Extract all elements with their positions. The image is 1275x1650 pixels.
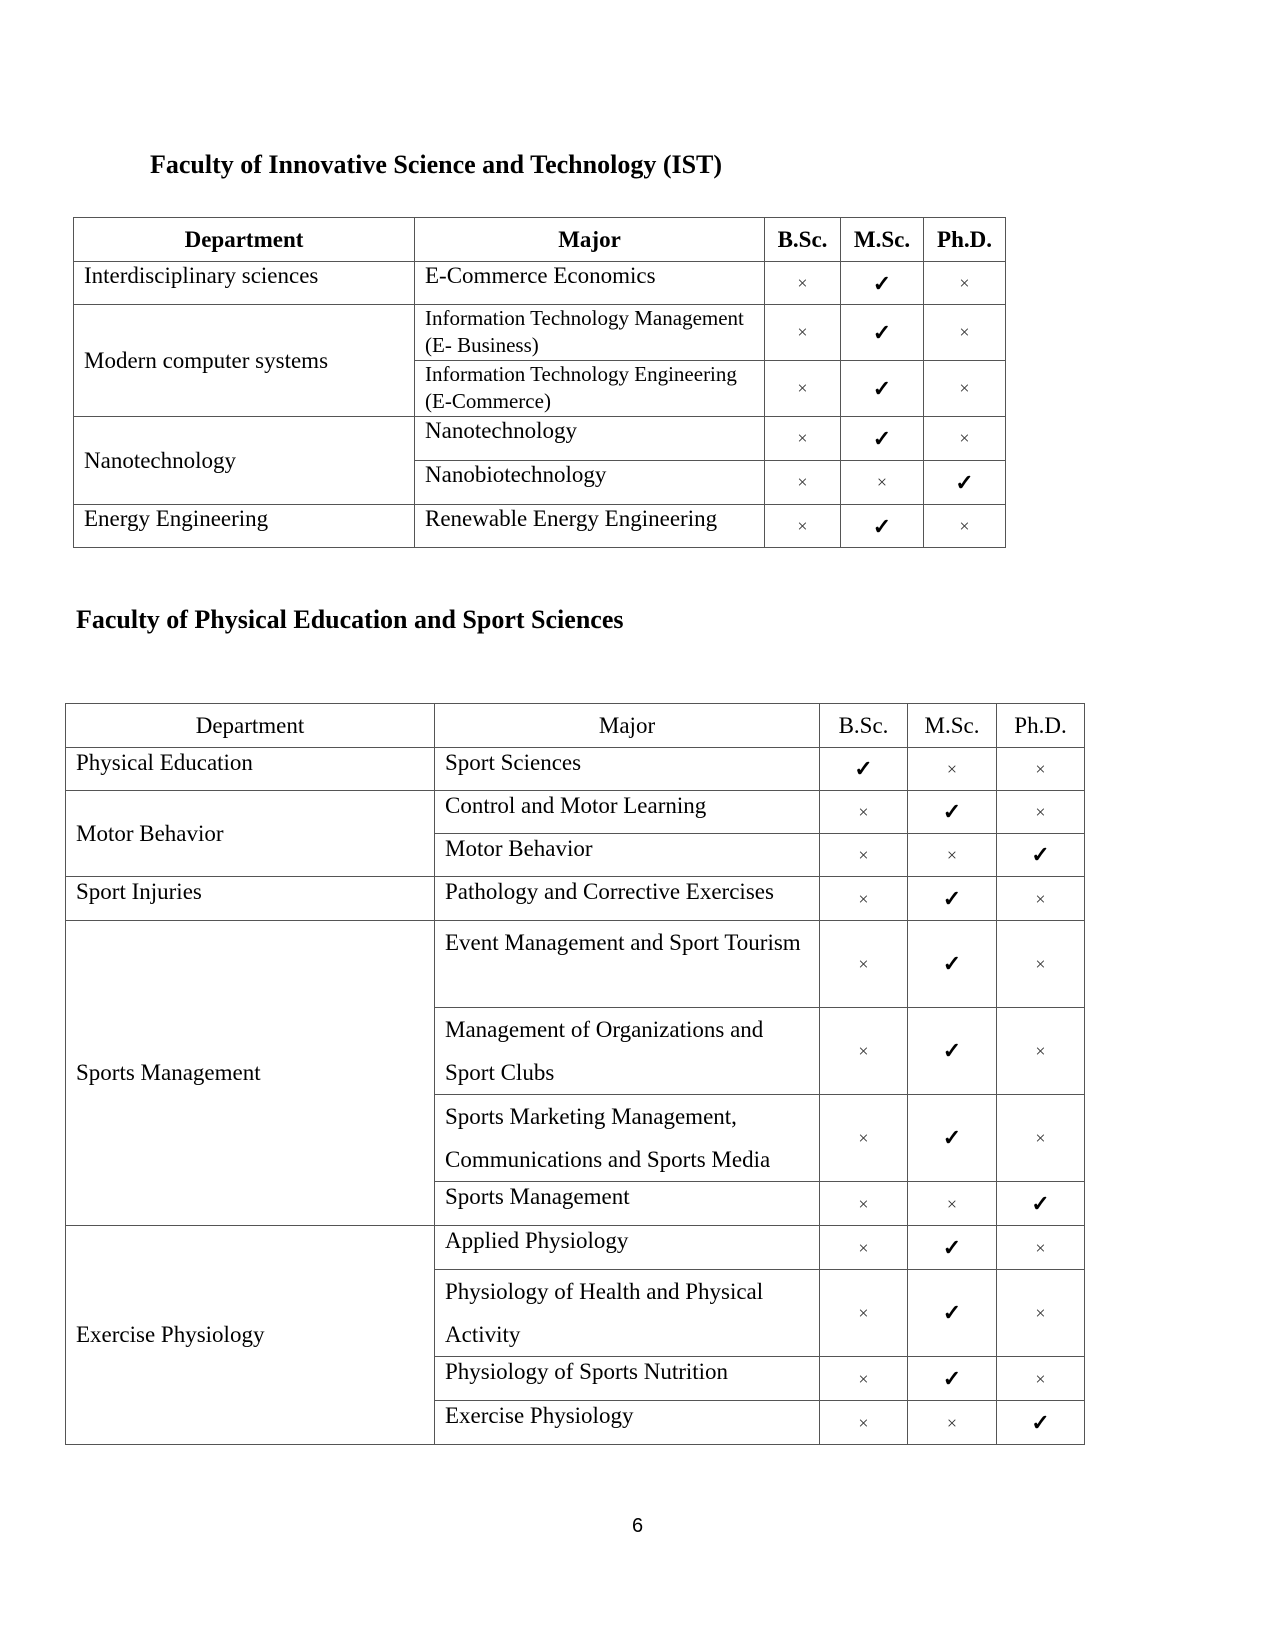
table-row	[66, 791, 1085, 834]
header-bsc: B.Sc.	[765, 218, 841, 262]
major-cell: Exercise Physiology	[435, 1401, 820, 1445]
table-row	[66, 921, 1085, 1008]
major-cell: E-Commerce Economics	[415, 262, 765, 305]
major-cell: Control and Motor Learning	[435, 791, 820, 834]
major-cell: Event Management and Sport Tourism	[435, 921, 820, 1008]
department-cell: Physical Education	[66, 748, 435, 791]
cross-icon: ×	[997, 791, 1085, 834]
cross-icon: ×	[997, 877, 1085, 921]
department-cell: Interdisciplinary sciences	[74, 262, 415, 305]
header-msc: M.Sc.	[908, 704, 997, 748]
check-icon: ✓	[908, 1357, 997, 1401]
check-icon: ✓	[997, 1182, 1085, 1226]
header-department: Department	[66, 704, 435, 748]
check-icon: ✓	[841, 361, 924, 417]
major-cell: Information Technology Management (E- Business)	[415, 305, 765, 361]
major-cell: Physiology of Sports Nutrition	[435, 1357, 820, 1401]
cross-icon: ×	[997, 1095, 1085, 1182]
cross-icon: ×	[765, 305, 841, 361]
check-icon: ✓	[820, 748, 908, 791]
department-cell: Energy Engineering	[74, 505, 415, 548]
department-cell: Exercise Physiology	[66, 1226, 435, 1445]
cross-icon: ×	[997, 748, 1085, 791]
major-cell: Renewable Energy Engineering	[415, 505, 765, 548]
department-cell: Modern computer systems	[74, 305, 415, 417]
cross-icon: ×	[765, 417, 841, 461]
header-msc: M.Sc.	[841, 218, 924, 262]
header-bsc: B.Sc.	[820, 704, 908, 748]
major-cell: Applied Physiology	[435, 1226, 820, 1270]
cross-icon: ×	[908, 1401, 997, 1445]
page-number: 6	[631, 1515, 644, 1537]
section-title-sport: Faculty of Physical Education and Sport Sciences	[76, 605, 624, 634]
cross-icon: ×	[841, 461, 924, 505]
cross-icon: ×	[924, 417, 1006, 461]
table-row	[74, 262, 1006, 305]
cross-icon: ×	[997, 1008, 1085, 1095]
check-icon: ✓	[997, 1401, 1085, 1445]
header-phd: Ph.D.	[997, 704, 1085, 748]
check-icon: ✓	[841, 505, 924, 548]
cross-icon: ×	[820, 1008, 908, 1095]
cross-icon: ×	[765, 505, 841, 548]
cross-icon: ×	[924, 262, 1006, 305]
cross-icon: ×	[997, 1270, 1085, 1357]
section-title-ist: Faculty of Innovative Science and Technology (IST)	[150, 150, 723, 179]
cross-icon: ×	[765, 361, 841, 417]
header-phd: Ph.D.	[924, 218, 1006, 262]
check-icon: ✓	[997, 834, 1085, 877]
sport-programs-table	[65, 703, 1085, 1445]
cross-icon: ×	[924, 361, 1006, 417]
major-cell: Sports Management	[435, 1182, 820, 1226]
table-row	[74, 305, 1006, 361]
major-cell: Sports Marketing Management, Communications and Sports Media	[435, 1095, 820, 1182]
cross-icon: ×	[908, 1182, 997, 1226]
cross-icon: ×	[820, 1401, 908, 1445]
check-icon: ✓	[841, 305, 924, 361]
cross-icon: ×	[820, 877, 908, 921]
cross-icon: ×	[820, 921, 908, 1008]
major-cell: Nanotechnology	[415, 417, 765, 461]
department-cell: Motor Behavior	[66, 791, 435, 877]
table-row	[74, 505, 1006, 548]
cross-icon: ×	[820, 791, 908, 834]
major-cell: Physiology of Health and Physical Activity	[435, 1270, 820, 1357]
department-cell: Sports Management	[66, 921, 435, 1226]
check-icon: ✓	[908, 877, 997, 921]
cross-icon: ×	[997, 1226, 1085, 1270]
cross-icon: ×	[765, 461, 841, 505]
cross-icon: ×	[820, 1182, 908, 1226]
check-icon: ✓	[908, 1226, 997, 1270]
check-icon: ✓	[908, 1270, 997, 1357]
check-icon: ✓	[908, 1095, 997, 1182]
major-cell: Pathology and Corrective Exercises	[435, 877, 820, 921]
cross-icon: ×	[820, 1095, 908, 1182]
check-icon: ✓	[908, 791, 997, 834]
cross-icon: ×	[820, 1226, 908, 1270]
cross-icon: ×	[924, 305, 1006, 361]
header-major: Major	[415, 218, 765, 262]
ist-programs-table	[73, 217, 1006, 548]
cross-icon: ×	[820, 834, 908, 877]
table-row	[66, 877, 1085, 921]
table-header-row	[66, 704, 1085, 748]
check-icon: ✓	[908, 1008, 997, 1095]
check-icon: ✓	[841, 417, 924, 461]
major-cell: Nanobiotechnology	[415, 461, 765, 505]
cross-icon: ×	[997, 921, 1085, 1008]
header-department: Department	[74, 218, 415, 262]
cross-icon: ×	[997, 1357, 1085, 1401]
cross-icon: ×	[908, 834, 997, 877]
major-cell: Motor Behavior	[435, 834, 820, 877]
cross-icon: ×	[924, 505, 1006, 548]
major-cell: Information Technology Engineering (E-Commerce)	[415, 361, 765, 417]
major-cell: Management of Organizations and Sport Clubs	[435, 1008, 820, 1095]
department-cell: Sport Injuries	[66, 877, 435, 921]
table-header-row	[74, 218, 1006, 262]
cross-icon: ×	[765, 262, 841, 305]
check-icon: ✓	[908, 921, 997, 1008]
department-cell: Nanotechnology	[74, 417, 415, 505]
cross-icon: ×	[820, 1270, 908, 1357]
cross-icon: ×	[908, 748, 997, 791]
table-row	[74, 417, 1006, 461]
table-row	[66, 748, 1085, 791]
major-cell: Sport Sciences	[435, 748, 820, 791]
check-icon: ✓	[841, 262, 924, 305]
check-icon: ✓	[924, 461, 1006, 505]
cross-icon: ×	[820, 1357, 908, 1401]
header-major: Major	[435, 704, 820, 748]
table-row	[66, 1226, 1085, 1270]
